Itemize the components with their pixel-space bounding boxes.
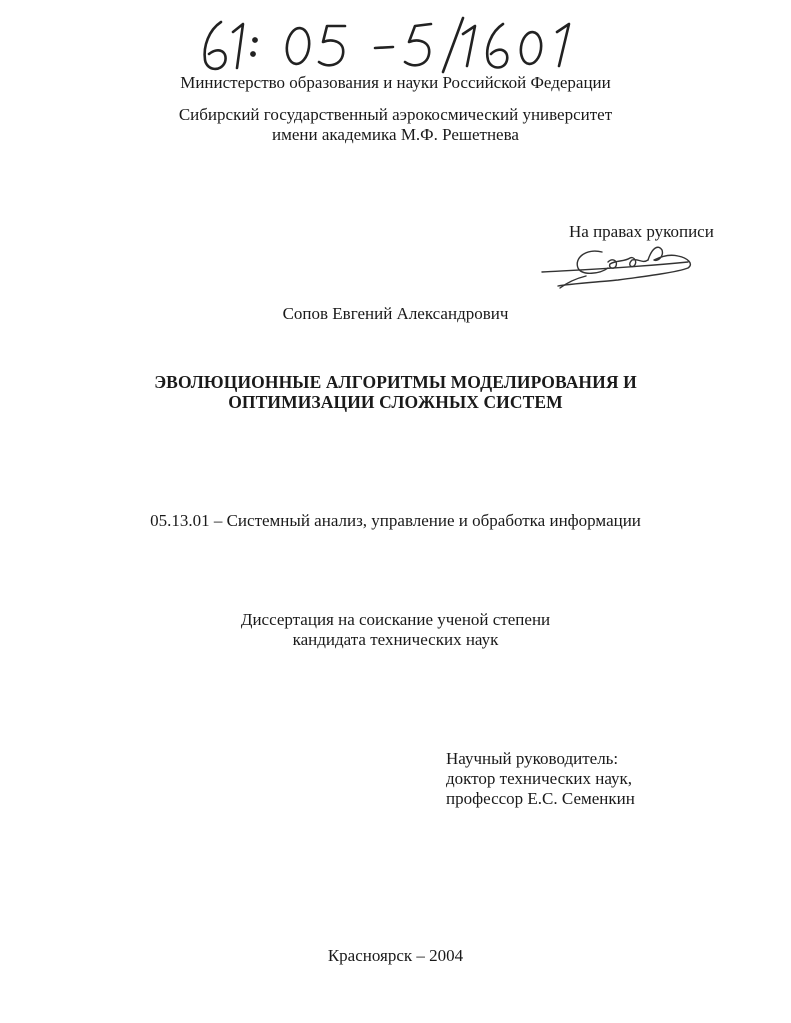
signature [538, 242, 718, 292]
supervisor-label: Научный руководитель: [446, 749, 619, 768]
university-named-after: имени академика М.Ф. Решетнева [272, 125, 519, 144]
dissertation-title-line1: ЭВОЛЮЦИОННЫЕ АЛГОРИТМЫ МОДЕЛИРОВАНИЯ И [154, 372, 637, 392]
author-name: Сопов Евгений Александрович [282, 304, 509, 323]
degree-line1: Диссертация на соискание ученой степени [240, 610, 551, 629]
supervisor-name: профессор Е.С. Семенкин [446, 789, 635, 808]
handwritten-archive-number [195, 16, 595, 76]
university-name: Сибирский государственный аэрокосмический университет [178, 105, 613, 124]
supervisor-degree: доктор технических наук, [446, 769, 633, 788]
degree-line2: кандидата технических наук [292, 630, 499, 649]
specialty: 05.13.01 – Системный анализ, управление и обработка информации [150, 511, 641, 530]
city-year: Красноярск – 2004 [327, 946, 464, 965]
ministry-name: Министерство образования и науки Российской Федерации [180, 73, 611, 92]
manuscript-note: На правах рукописи [569, 222, 714, 241]
dissertation-title-line2: ОПТИМИЗАЦИИ СЛОЖНЫХ СИСТЕМ [228, 392, 563, 412]
